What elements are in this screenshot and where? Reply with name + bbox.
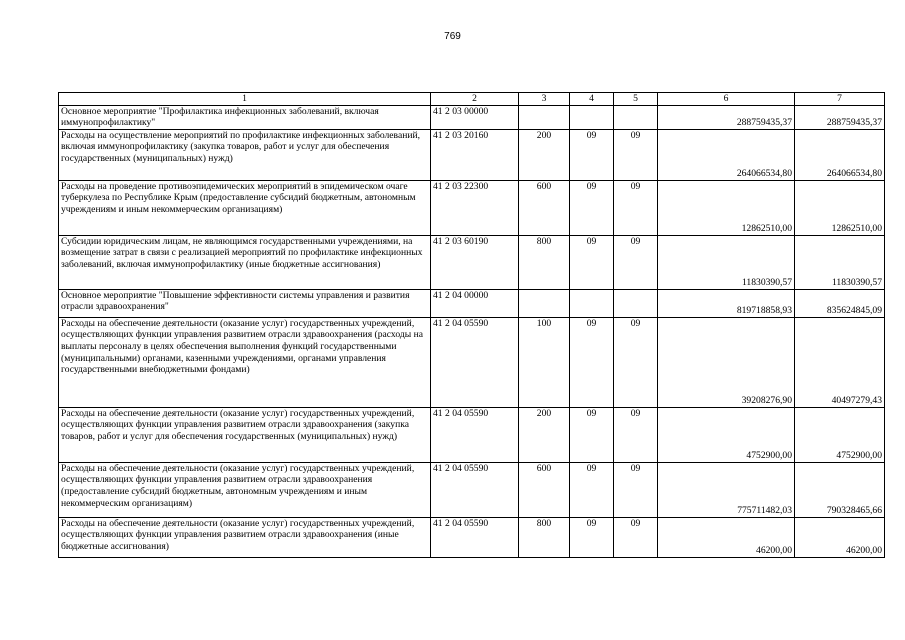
row-sum-2: 11830390,57: [795, 235, 885, 289]
row-pr: 09: [614, 407, 658, 462]
table-row: [59, 105, 885, 129]
table-row: [59, 517, 885, 557]
row-pr: 09: [614, 317, 658, 407]
column-header: 2: [431, 93, 519, 106]
table-row: [59, 407, 885, 462]
row-rz: [570, 289, 614, 317]
column-header: 7: [795, 93, 885, 106]
row-name: Расходы на осуществление мероприятий по профилактике инфекционных заболеваний, включая иммунопрофилактику (закупка товаров, работ и услуг для обеспечения государственных (муниципальных) нужд): [59, 129, 431, 180]
row-code: 41 2 03 20160: [431, 129, 519, 180]
row-rz: 09: [570, 462, 614, 517]
row-name: Расходы на проведение противоэпидемических мероприятий в эпидемическом очаге туберкулеза по Республике Крым (предоставление субсидий бюджетным, автономным учреждениям и иным некоммерческим организациям): [59, 180, 431, 235]
row-pr: 09: [614, 462, 658, 517]
row-name: Расходы на обеспечение деятельности (оказание услуг) государственных учреждений, осуществляющих функции управления развитием отрасли здравоохранения (иные бюджетные ассигнования): [59, 517, 431, 557]
row-code: 41 2 03 60190: [431, 235, 519, 289]
row-name: Расходы на обеспечение деятельности (оказание услуг) государственных учреждений, осуществляющих функции управления развитием отрасли здравоохранения (предоставление субсидий бюджетным, автономным учреждениям и иным некоммерческим организациям): [59, 462, 431, 517]
table-row: [59, 180, 885, 235]
row-vr: 800: [519, 235, 570, 289]
row-rz: [570, 105, 614, 129]
row-sum-1: 4752900,00: [658, 407, 795, 462]
row-rz: 09: [570, 180, 614, 235]
table-row: [59, 129, 885, 180]
row-name: Расходы на обеспечение деятельности (оказание услуг) государственных учреждений, осуществляющих функции управления развитием отрасли здравоохранения (расходы на выплаты персоналу в целях обеспечения выполнения функций государственными (муниципальными) органами, казенными учреждениями, органами управления государственными внебюджетными фондами): [59, 317, 431, 407]
row-pr: [614, 105, 658, 129]
row-sum-2: 40497279,43: [795, 317, 885, 407]
table-row: [59, 462, 885, 517]
row-sum-1: 264066534,80: [658, 129, 795, 180]
row-vr: 200: [519, 407, 570, 462]
row-vr: 800: [519, 517, 570, 557]
row-code: 41 2 04 05590: [431, 407, 519, 462]
row-sum-2: 4752900,00: [795, 407, 885, 462]
row-name: Основное мероприятие "Повышение эффективности системы управления и развития отрасли здравоохранения": [59, 289, 431, 317]
row-name: Расходы на обеспечение деятельности (оказание услуг) государственных учреждений, осуществляющих функции управления развитием отрасли здравоохранения (закупка товаров, работ и услуг для обеспечения государственных (муниципальных) нужд): [59, 407, 431, 462]
row-rz: 09: [570, 235, 614, 289]
row-pr: [614, 289, 658, 317]
row-sum-2: 835624845,09: [795, 289, 885, 317]
row-sum-2: 264066534,80: [795, 129, 885, 180]
row-pr: 09: [614, 517, 658, 557]
row-name: Основное мероприятие "Профилактика инфекционных заболеваний, включая иммунопрофилактику": [59, 105, 431, 129]
column-header: 6: [658, 93, 795, 106]
row-code: 41 2 03 00000: [431, 105, 519, 129]
row-rz: 09: [570, 317, 614, 407]
row-pr: 09: [614, 180, 658, 235]
row-sum-2: 46200,00: [795, 517, 885, 557]
budget-table: [58, 92, 885, 558]
row-sum-1: 39208276,90: [658, 317, 795, 407]
row-sum-1: 11830390,57: [658, 235, 795, 289]
row-sum-1: 819718858,93: [658, 289, 795, 317]
row-sum-1: 12862510,00: [658, 180, 795, 235]
row-sum-1: 288759435,37: [658, 105, 795, 129]
row-vr: 100: [519, 317, 570, 407]
page-number: 769: [444, 31, 461, 42]
row-rz: 09: [570, 517, 614, 557]
row-vr: [519, 105, 570, 129]
row-sum-2: 12862510,00: [795, 180, 885, 235]
table-row: [59, 235, 885, 289]
row-vr: 600: [519, 462, 570, 517]
column-header: 5: [614, 93, 658, 106]
row-rz: 09: [570, 407, 614, 462]
row-sum-1: 46200,00: [658, 517, 795, 557]
row-sum-2: 790328465,66: [795, 462, 885, 517]
row-code: 41 2 03 22300: [431, 180, 519, 235]
row-sum-1: 775711482,03: [658, 462, 795, 517]
row-code: 41 2 04 00000: [431, 289, 519, 317]
row-pr: 09: [614, 129, 658, 180]
row-code: 41 2 04 05590: [431, 317, 519, 407]
row-vr: [519, 289, 570, 317]
row-code: 41 2 04 05590: [431, 462, 519, 517]
column-header: 1: [59, 93, 431, 106]
table-row: [59, 289, 885, 317]
row-pr: 09: [614, 235, 658, 289]
row-vr: 200: [519, 129, 570, 180]
header-row: [59, 93, 885, 106]
row-vr: 600: [519, 180, 570, 235]
column-header: 4: [570, 93, 614, 106]
row-sum-2: 288759435,37: [795, 105, 885, 129]
row-code: 41 2 04 05590: [431, 517, 519, 557]
row-rz: 09: [570, 129, 614, 180]
row-name: Субсидии юридическим лицам, не являющимся государственными учреждениями, на возмещение затрат в связи с реализацией мероприятий по профилактике инфекционных заболеваний, включая иммунопрофилактику (иные бюджетные ассигнования): [59, 235, 431, 289]
column-header: 3: [519, 93, 570, 106]
table-row: [59, 317, 885, 407]
